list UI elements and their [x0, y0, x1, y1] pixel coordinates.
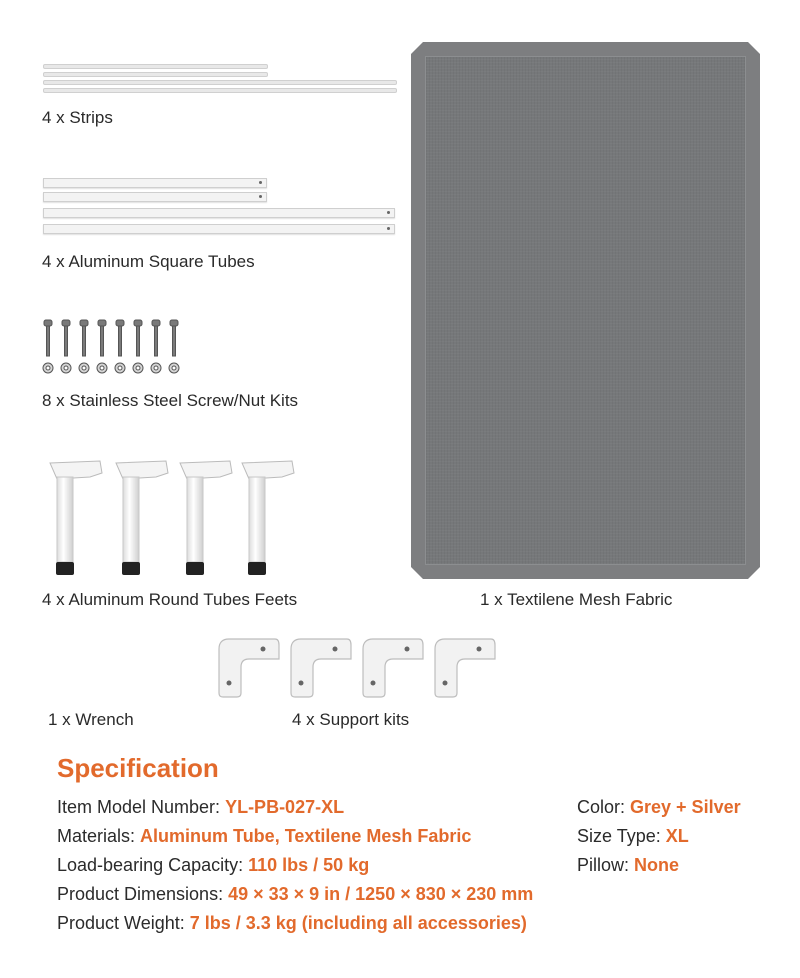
spec-row-dimensions: [57, 884, 533, 905]
spec-label: Size Type:: [577, 826, 666, 846]
mesh-fabric-caption: 1 x Textilene Mesh Fabric: [480, 590, 673, 609]
spec-label: Product Dimensions:: [57, 884, 229, 904]
round-tube-feet-caption: 4 x Aluminum Round Tubes Feets: [42, 590, 298, 609]
spec-row-size-type: [577, 826, 689, 847]
spec-value: 49 × 33 × 9 in / 1250 × 830 × 230 mm: [228, 884, 534, 904]
spec-label: Product Weight:: [57, 913, 190, 933]
mesh-fabric-image: [411, 42, 760, 579]
spec-row-model: [57, 797, 344, 818]
round-tube-feet-image: [45, 455, 310, 580]
square-tubes-caption: 4 x Aluminum Square Tubes: [42, 252, 255, 271]
specification-title: Specification: [57, 753, 219, 783]
wrench-caption: 1 x Wrench: [48, 710, 134, 729]
spec-value: Aluminum Tube, Textilene Mesh Fabric: [140, 826, 472, 846]
support-kits-caption: 4 x Support kits: [292, 710, 410, 729]
screw-nut-kits-image: [38, 318, 188, 378]
spec-row-pillow: [577, 855, 679, 876]
spec-value: None: [634, 855, 680, 875]
screw-nut-kits-caption: 8 x Stainless Steel Screw/Nut Kits: [42, 391, 299, 410]
spec-label: Pillow:: [577, 855, 635, 875]
support-kits-image: [215, 635, 500, 700]
spec-value: 7 lbs / 3.3 kg (including all accessories): [189, 913, 527, 933]
spec-value: XL: [665, 826, 689, 846]
spec-label: Item Model Number:: [57, 797, 226, 817]
spec-label: Load-bearing Capacity:: [57, 855, 249, 875]
spec-row-materials: [57, 826, 471, 847]
spec-label: Color:: [577, 797, 631, 817]
spec-value: 110 lbs / 50 kg: [248, 855, 370, 875]
spec-value: YL-PB-027-XL: [225, 797, 345, 817]
spec-row-color: [577, 797, 741, 818]
spec-value: Grey + Silver: [630, 797, 741, 817]
spec-label: Materials:: [57, 826, 141, 846]
spec-row-weight: [57, 913, 527, 934]
strips-caption: 4 x Strips: [42, 108, 113, 127]
spec-row-capacity: [57, 855, 369, 876]
